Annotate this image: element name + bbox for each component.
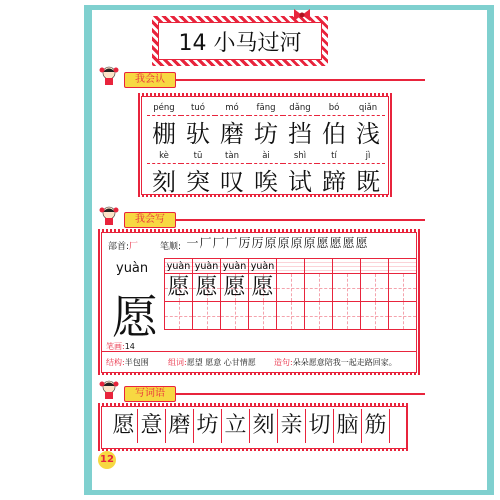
page-number: 12 bbox=[98, 451, 116, 469]
bishun-label: 笔顺: bbox=[160, 242, 182, 252]
practice-char: 愿 bbox=[223, 275, 246, 300]
tianzi-cell bbox=[332, 301, 361, 330]
tag-underline bbox=[175, 219, 425, 221]
zaoju bbox=[274, 357, 397, 368]
stroke-step: 厉 bbox=[238, 236, 251, 250]
lesson-title: 14 小马过河 bbox=[158, 22, 322, 60]
pinyin-cell bbox=[332, 258, 361, 274]
tianzi-cell bbox=[360, 273, 389, 302]
pinyin-cell: yuàn bbox=[220, 258, 249, 274]
tianzi-cell bbox=[304, 273, 333, 302]
stroke-step: 愿 bbox=[329, 236, 342, 250]
learn-cell bbox=[317, 101, 351, 152]
tianzi-cell bbox=[192, 273, 221, 302]
stroke-step: 原 bbox=[277, 236, 290, 250]
hanzi: 既 bbox=[351, 163, 385, 200]
stroke-step: 原 bbox=[303, 236, 316, 250]
bow-icon bbox=[292, 8, 312, 22]
learn-row-2 bbox=[147, 149, 385, 200]
pinyin: fāng bbox=[256, 103, 276, 113]
tianzi-cell bbox=[164, 273, 193, 302]
pinyin: péng bbox=[153, 103, 175, 113]
learn-cell bbox=[283, 149, 317, 200]
tianzi-cell bbox=[332, 273, 361, 302]
blank-row bbox=[164, 301, 416, 330]
learn-cell bbox=[147, 149, 181, 200]
pinyin-cell: yuàn bbox=[248, 258, 277, 274]
practice-char: 愿 bbox=[251, 275, 274, 300]
zuci-label: 组词: bbox=[168, 358, 187, 367]
zaoju-label: 造句: bbox=[274, 358, 293, 367]
girl-icon bbox=[98, 64, 120, 86]
main-character: 愿 bbox=[112, 290, 158, 344]
hanzi: 坊 bbox=[249, 115, 283, 152]
pinyin: ài bbox=[262, 151, 270, 161]
learn-cell bbox=[351, 101, 385, 152]
pinyin: tí bbox=[331, 151, 337, 161]
pinyin: tàn bbox=[225, 151, 239, 161]
learn-cell bbox=[215, 149, 249, 200]
tag-underline bbox=[175, 393, 425, 395]
practice-char: 愿 bbox=[167, 275, 190, 300]
hanzi: 蹄 bbox=[317, 163, 351, 200]
stroke-step: 原 bbox=[290, 236, 303, 250]
hanzi: 挡 bbox=[283, 115, 317, 152]
stroke-step: 一 bbox=[186, 236, 199, 250]
jiegou-label: 结构: bbox=[106, 358, 125, 367]
tianzi-cell bbox=[388, 301, 417, 330]
hanzi: 棚 bbox=[147, 115, 181, 152]
pinyin: shì bbox=[293, 151, 307, 161]
pinyin-cell bbox=[304, 258, 333, 274]
word-char: 意 bbox=[138, 409, 166, 443]
word-char: 切 bbox=[306, 409, 334, 443]
tianzi-cell bbox=[192, 301, 221, 330]
zaoju-value: 朵朵愿意陪我一起走路回家。 bbox=[292, 358, 397, 367]
stroke-step: 愿 bbox=[316, 236, 329, 250]
pinyin: kè bbox=[159, 151, 169, 161]
pinyin-cell bbox=[360, 258, 389, 274]
word-char: 坊 bbox=[194, 409, 222, 443]
pinyin: qiǎn bbox=[358, 103, 378, 113]
section-tag-learn: 我会认 bbox=[124, 72, 176, 88]
learn-cell bbox=[147, 101, 181, 152]
tianzi-cell bbox=[304, 301, 333, 330]
pinyin-cell: yuàn bbox=[192, 258, 221, 274]
hanzi: 刻 bbox=[147, 163, 181, 200]
char-row bbox=[164, 273, 416, 302]
hanzi: 浅 bbox=[351, 115, 385, 152]
learn-box bbox=[141, 96, 389, 195]
bushou-label: 部首: bbox=[108, 242, 130, 252]
word-char: 刻 bbox=[250, 409, 278, 443]
jiegou bbox=[106, 357, 149, 368]
section-tag-words: 写词语 bbox=[124, 386, 176, 402]
zuci-value: 愿望 愿意 心甘情愿 bbox=[186, 358, 256, 367]
pinyin: tuó bbox=[191, 103, 205, 113]
pinyin: tū bbox=[193, 151, 203, 161]
practice-char: 愿 bbox=[195, 275, 218, 300]
bishun-sequence bbox=[186, 235, 368, 251]
tianzi-cell bbox=[276, 301, 305, 330]
word-char: 筋 bbox=[362, 409, 390, 443]
stroke-step: 厂 bbox=[199, 236, 212, 250]
tianzi-cell bbox=[388, 273, 417, 302]
learn-cell bbox=[249, 101, 283, 152]
tianzi-cell bbox=[248, 301, 277, 330]
word-char: 立 bbox=[222, 409, 250, 443]
zuci bbox=[168, 357, 256, 368]
tianzi-cell bbox=[360, 301, 389, 330]
word-char: 脑 bbox=[334, 409, 362, 443]
hanzi: 磨 bbox=[215, 115, 249, 152]
tianzi-cell bbox=[220, 273, 249, 302]
bushou-value: 厂 bbox=[129, 242, 139, 252]
hanzi: 试 bbox=[283, 163, 317, 200]
stroke-step: 愿 bbox=[355, 236, 368, 250]
pinyin: mó bbox=[225, 103, 239, 113]
learn-cell bbox=[283, 101, 317, 152]
pinyin: bó bbox=[328, 103, 340, 113]
divider bbox=[102, 351, 416, 352]
learn-cell bbox=[317, 149, 351, 200]
word-char: 磨 bbox=[166, 409, 194, 443]
hanzi: 唉 bbox=[249, 163, 283, 200]
stroke-step: 厂 bbox=[225, 236, 238, 250]
learn-cell bbox=[181, 149, 215, 200]
learn-cell bbox=[249, 149, 283, 200]
jiegou-value: 半包围 bbox=[124, 358, 149, 367]
hanzi: 伯 bbox=[317, 115, 351, 152]
pinyin: jì bbox=[365, 151, 371, 161]
learn-row-1 bbox=[147, 101, 385, 152]
girl-icon bbox=[98, 378, 120, 400]
stroke-step: 厉 bbox=[251, 236, 264, 250]
learn-cell bbox=[181, 101, 215, 152]
tag-underline bbox=[175, 79, 425, 81]
pinyin-cell: yuàn bbox=[164, 258, 193, 274]
bushou bbox=[108, 239, 138, 252]
tianzi-cell bbox=[248, 273, 277, 302]
stroke-step: 原 bbox=[264, 236, 277, 250]
bihua-value: 14 bbox=[124, 342, 135, 351]
section-tag-write: 我会写 bbox=[124, 212, 176, 228]
pinyin-cell bbox=[276, 258, 305, 274]
stroke-step: 厂 bbox=[212, 236, 225, 250]
main-pinyin: yuàn bbox=[116, 261, 149, 276]
tianzi-cell bbox=[220, 301, 249, 330]
pinyin-cell bbox=[388, 258, 417, 274]
word-char: 愿 bbox=[110, 409, 138, 443]
tianzi-cell bbox=[276, 273, 305, 302]
words-box bbox=[101, 406, 407, 449]
word-row bbox=[110, 409, 390, 443]
word-char: 亲 bbox=[278, 409, 306, 443]
write-box bbox=[101, 232, 417, 373]
hanzi: 驮 bbox=[181, 115, 215, 152]
pinyin-row bbox=[164, 258, 416, 274]
girl-icon bbox=[98, 204, 120, 226]
hanzi: 突 bbox=[181, 163, 215, 200]
learn-cell bbox=[215, 101, 249, 152]
title-banner bbox=[152, 16, 328, 66]
tianzi-cell bbox=[164, 301, 193, 330]
bihua-label: 笔画: bbox=[106, 342, 125, 351]
stroke-step: 愿 bbox=[342, 236, 355, 250]
pinyin: dǎng bbox=[289, 103, 311, 113]
hanzi: 叹 bbox=[215, 163, 249, 200]
learn-cell bbox=[351, 149, 385, 200]
